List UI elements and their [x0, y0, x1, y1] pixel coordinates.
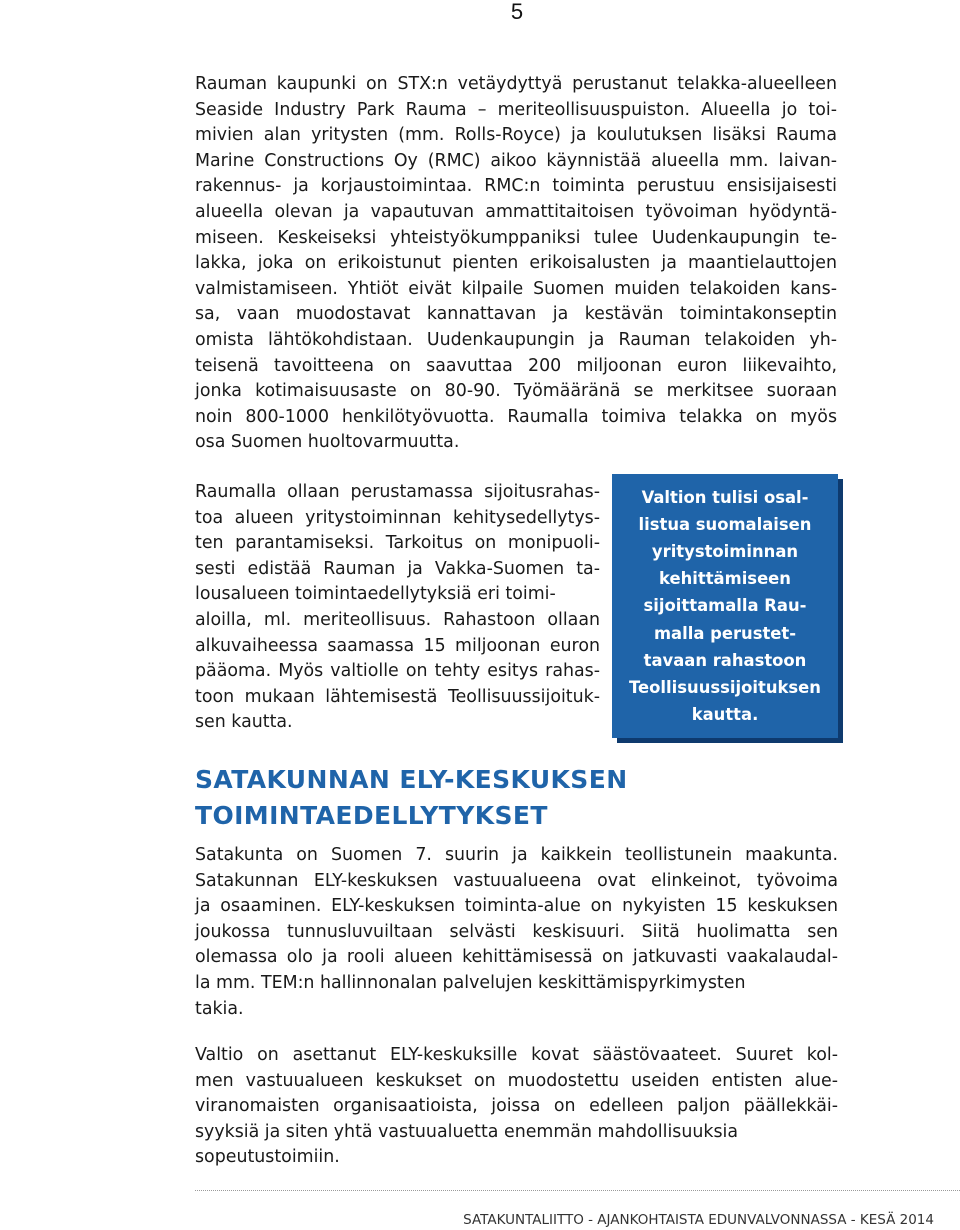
text-line: sa, vaan muodostavat kannattavan ja kestävän toimintakonseptin [195, 304, 837, 325]
text-line: men vastuualueen keskukset on muodostettu useiden entisten alue- [195, 1070, 838, 1091]
text-line: Seaside Industry Park Rauma – meriteollisuuspuiston. Alueella jo toi- [195, 99, 837, 120]
paragraph-savings-demands [195, 1043, 838, 1171]
text-line: syyksiä ja siten yhtä vastuualuetta enemmän mahdollisuuksia [195, 1121, 739, 1142]
text-line: alueella olevan ja vapautuvan ammattitaitoisen työvoiman hyödyntä- [195, 201, 837, 222]
text-line: mivien alan yritysten (mm. Rolls-Royce) ja koulutuksen lisäksi Rauma [195, 125, 837, 146]
text-line: Marine Constructions Oy (RMC) aikoo käynnistää alueella mm. laivan- [195, 150, 837, 171]
text-line: Satakunnan ELY-keskuksen vastuualueena ovat elinkeinot, työvoima [195, 870, 838, 891]
text-line: valmistamiseen. Yhtiöt eivät kilpaile Suomen muiden telakoiden kans- [195, 278, 837, 299]
text-line: noin 800-1000 henkilötyövuotta. Raumalla toimiva telakka on myös [195, 406, 837, 427]
text-line: takia. [195, 998, 244, 1019]
text-line: omista lähtökohdistaan. Uudenkaupungin ja Rauman telakoiden yh- [195, 329, 837, 350]
text-line: sijoittamalla Rau- [643, 596, 807, 616]
paragraph-satakunta-ely [195, 843, 838, 1022]
callout-text [629, 484, 821, 729]
text-line: viranomaisten organisaatioista, joissa on edelleen paljon päällekkäi- [195, 1096, 838, 1117]
text-line: Teollisuussijoituksen [629, 678, 821, 697]
text-line: malla perustet- [653, 623, 797, 643]
text-line: ten parantamiseksi. Tarkoitus on monipuoli- [195, 533, 600, 554]
text-line: Raumalla ollaan perustamassa sijoitusrahas- [195, 482, 600, 502]
text-line: olemassa olo ja rooli alueen kehittämisessä on jatkuvasti vaakalaudal- [195, 947, 838, 968]
text-line: TOIMINTAEDELLYTYKSET [195, 801, 548, 830]
text-line: sen kautta. [195, 712, 293, 733]
paragraph-investment-fund [195, 480, 600, 736]
text-line: aloilla, ml. meriteollisuus. Rahastoon ollaan [195, 609, 600, 630]
footer-text: SATAKUNTALIITTO - AJANKOHTAISTA EDUNVALVONNASSA - KESÄ 2014 [463, 1212, 934, 1228]
text-line: Rauman kaupunki on STX:n vetäydyttyä perustanut telakka-alueelleen [195, 74, 837, 94]
page-number: 5 [510, 0, 524, 24]
text-line: toa alueen yritystoiminnan kehitysedellytys- [195, 507, 600, 528]
text-line: Valtio on asettanut ELY-keskuksille kovat säästövaateet. Suuret kol- [195, 1045, 838, 1065]
text-line: sesti edistää Rauman ja Vakka-Suomen ta- [195, 558, 600, 579]
text-line: sopeutustoimiin. [195, 1147, 340, 1168]
text-line: tavaan rahastoon [643, 650, 807, 670]
callout-box [612, 474, 838, 738]
text-line: jonka kotimaisuusaste on 80-90. Työmääränä se merkitsee suoraan [195, 381, 837, 402]
text-line: rakennus- ja korjaustoimintaa. RMC:n toiminta perustuu ensisijaisesti [195, 176, 837, 197]
footer-divider [195, 1190, 960, 1191]
text-line: la mm. TEM:n hallinnonalan palvelujen keskittämispyrkimysten [195, 972, 746, 993]
section-heading [195, 762, 628, 834]
text-line: lakka, joka on erikoistunut pienten erikoisalusten ja maantielauttojen [195, 253, 837, 274]
text-line: toon mukaan lähtemisestä Teollisuussijoituk- [195, 686, 600, 707]
paragraph-stx-rauma [195, 72, 837, 456]
text-line: Valtion tulisi osal- [641, 487, 809, 507]
text-line: teisenä tavoitteena on saavuttaa 200 miljoonan euron liikevaihto, [195, 355, 837, 376]
text-line: Satakunta on Suomen 7. suurin ja kaikkein teollistunein maakunta. [195, 845, 838, 865]
text-line: kehittämiseen [659, 569, 791, 589]
text-line: ja osaaminen. ELY-keskuksen toiminta-alue on nykyisten 15 keskuksen [195, 896, 838, 917]
text-line: SATAKUNNAN ELY-KESKUKSEN [195, 765, 628, 794]
text-line: lousalueen toimintaedellytyksiä eri toimi- [195, 584, 556, 605]
text-line: yritystoiminnan [651, 541, 799, 561]
text-line: miseen. Keskeiseksi yhteistyökumppaniksi tulee Uudenkaupungin te- [195, 227, 837, 248]
text-line: listua suomalaisen [638, 514, 812, 534]
text-line: alkuvaiheessa saamassa 15 miljoonan euron [195, 635, 600, 656]
text-line: pääoma. Myös valtiolle on tehty esitys rahas- [195, 661, 600, 682]
text-line: joukossa tunnusluvuiltaan selvästi keskisuuri. Siitä huolimatta sen [195, 921, 838, 942]
text-line: kautta. [691, 705, 759, 725]
text-line: osa Suomen huoltovarmuutta. [195, 432, 460, 453]
